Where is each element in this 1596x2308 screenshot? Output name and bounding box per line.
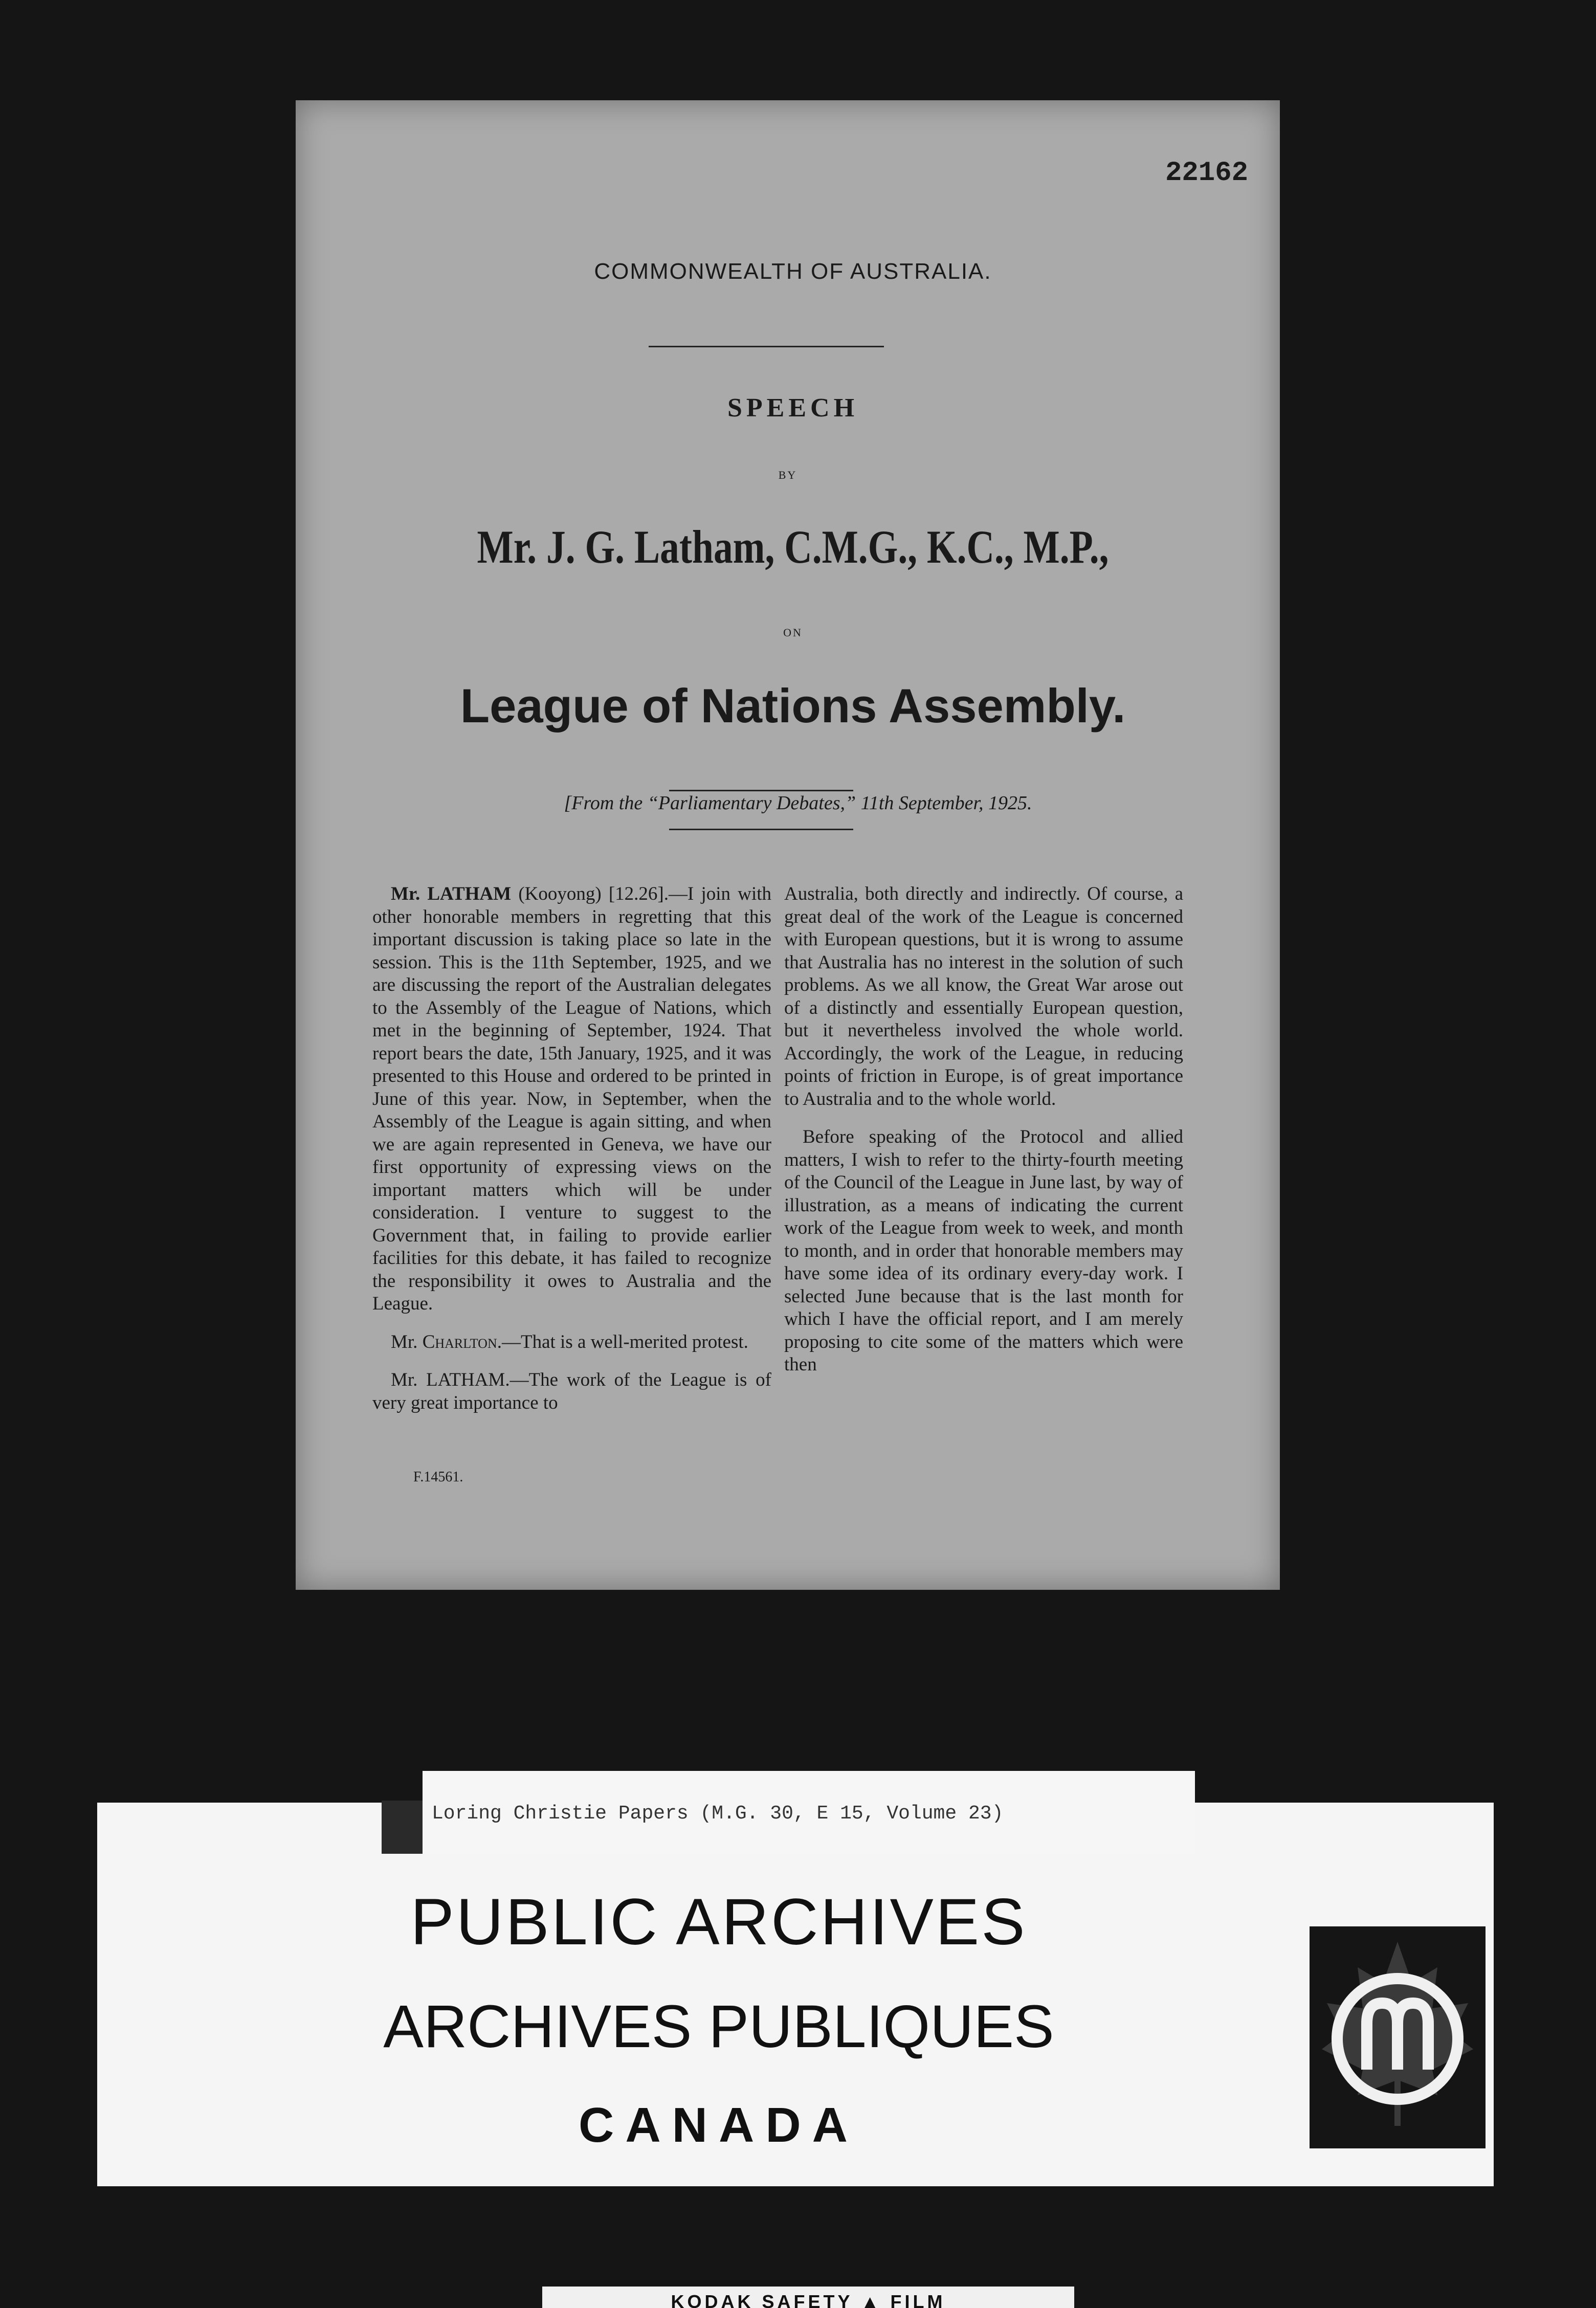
source-rule-bottom — [669, 829, 853, 830]
page-number: 22162 — [1165, 158, 1249, 189]
opening-paragraph — [372, 883, 771, 1316]
country-heading: COMMONWEALTH OF AUSTRALIA. — [594, 259, 992, 284]
speaker-name: Mr. J. G. Latham, C.M.G., K.C., M.P., — [477, 521, 1109, 573]
left-text-column — [372, 883, 771, 1466]
archive-label-card — [97, 1803, 1494, 2186]
source-rule-top — [669, 790, 853, 791]
speech-topic: League of Nations Assembly. — [460, 679, 1126, 733]
source-suffix: ” 11th September, 1925. — [845, 792, 1032, 814]
archive-name-french: ARCHIVES PUBLIQUES — [383, 1993, 1054, 2060]
opening-text: (Kooyong) [12.26].—I join with other honorable members in regretting that this important discussion is taking place so late in the session. This is the 11th September, 1925, and we are discussing the report of the Australian delegates to the Assembly of the League of Nations, which met in the beginning of September, 1924. That report bears the date, 15th January, 1925, and it was presented to this House and ordered to be printed in June of this year. Now, in September, when the Assembly of the League is again sitting, and when we are again represented in Geneva, we have our first opportunity of expressing views on the important matters which will be under consideration. I venture to suggest to the Government that, in failing to provide earlier facilities for this debate, it has failed to recognize the responsibility it owes to Australia and the League. — [372, 883, 771, 1314]
right-paragraph-2: Before speaking of the Protocol and allied matters, I wish to refer to the thirty-fourth meeting of the Council of the League in June last, by way of illustration, as a means of indicating the current work of the League from week to week, and month to month, and in order that honorable members may have some idea of its ordinary every-day work. I selected June because that is the last month for which I have the official report, and I am merely proposing to cite some of the matters which were then — [784, 1126, 1183, 1375]
interjector-prefix: Mr. — [391, 1331, 423, 1352]
printer-code: F.14561. — [413, 1469, 463, 1485]
archive-country: CANADA — [579, 2098, 859, 2152]
film-edge-marking: KODAK SAFETY ▲ FILM — [542, 2287, 1074, 2308]
archive-name-english: PUBLIC ARCHIVES — [410, 1885, 1027, 1959]
scanned-pamphlet-page — [296, 100, 1280, 1590]
speaker-label: Mr. LATHAM — [391, 883, 512, 904]
on-label: ON — [783, 626, 803, 639]
public-archives-logo-icon — [1310, 1926, 1486, 2148]
source-title: Parliamentary Debates, — [658, 792, 845, 814]
right-paragraph-1: Australia, both directly and indirectly. Of course, a great deal of the work of the League is concerned with European questions, but it is wrong to assume that Australia has no interest in the solution of such problems. As we all know, the Great War arose out of a distinctly and essentially European question, but it nevertheless involved the whole world. Accordingly, the work of the League, in reducing points of friction in Europe, is of great importance to Australia and to the whole world. — [784, 883, 1183, 1109]
right-text-column — [784, 883, 1183, 1466]
interjector-name: Charlton — [422, 1331, 497, 1352]
interjection-text: .—That is a well-merited protest. — [497, 1331, 748, 1352]
collection-reference: Loring Christie Papers (M.G. 30, E 15, Volume 23) — [432, 1803, 1004, 1825]
title-divider — [649, 346, 884, 347]
source-citation — [306, 792, 1290, 814]
source-prefix: [From the “ — [564, 792, 658, 814]
interjection-paragraph — [372, 1331, 771, 1354]
resume-paragraph: Mr. LATHAM.—The work of the League is of very great importance to — [372, 1369, 771, 1413]
by-label: BY — [778, 469, 797, 481]
label-shadow — [382, 1801, 423, 1854]
maple-leaf-logo-graphic — [1310, 1926, 1486, 2148]
speech-heading: SPEECH — [727, 393, 859, 423]
